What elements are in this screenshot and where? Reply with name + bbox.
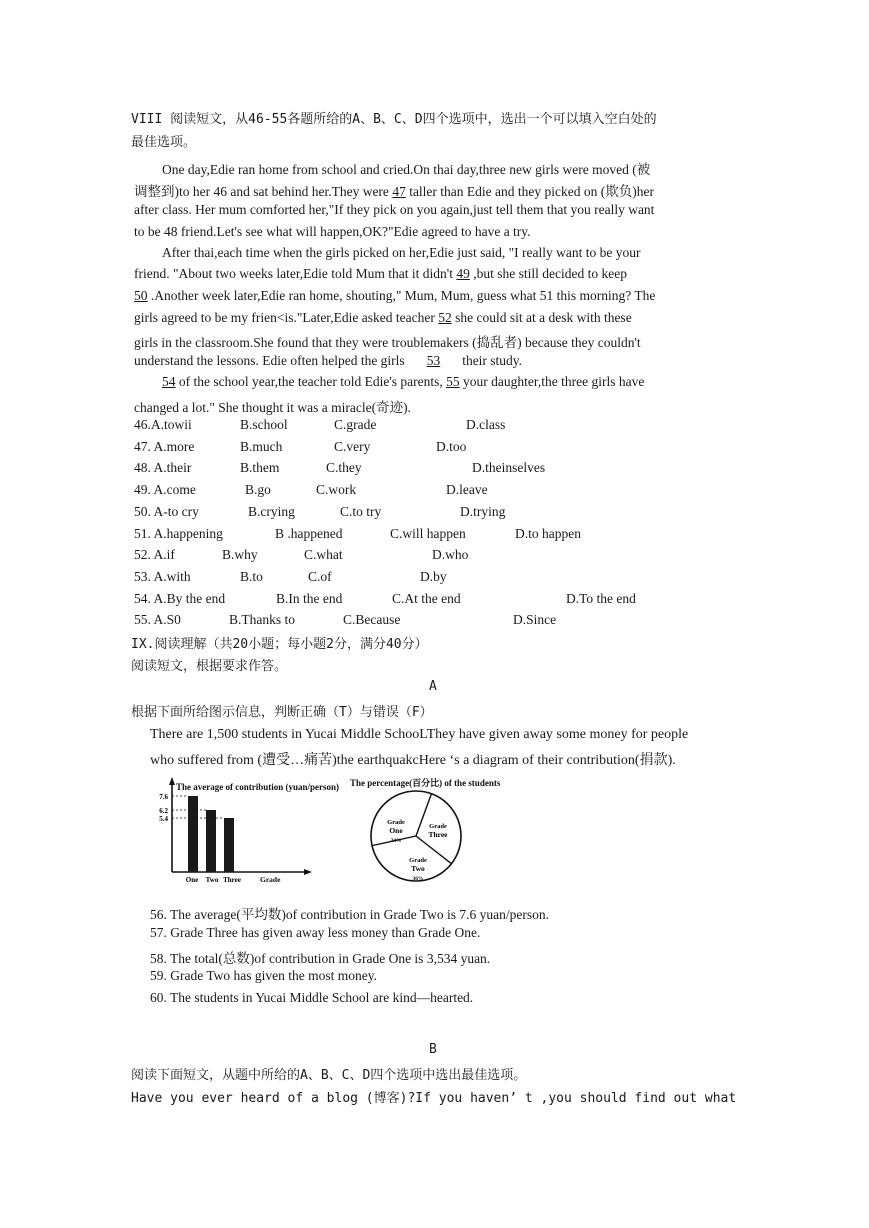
- passage-line: to be 48 friend.Let's see what will happen,OK?"Edie agreed to have a try.: [134, 224, 531, 239]
- question-option-c: C.to try: [340, 503, 382, 519]
- x-tick-label: One: [185, 876, 199, 884]
- question-option-d: D.leave: [446, 482, 488, 498]
- part-b-instruction: 阅读下面短文，从题中所给的A、B、C、D四个选项中选出最佳选项。: [131, 1068, 527, 1083]
- part-a-instruction: 根据下面所给图示信息，判断正确（T）与错误（F）: [131, 705, 433, 720]
- blank-52: 52: [438, 310, 452, 325]
- bar-one: [188, 796, 198, 872]
- pie-slice-label: Three: [428, 830, 448, 839]
- bar-two: [206, 810, 216, 872]
- x-tick-label: Three: [223, 876, 241, 884]
- question-option-b: B.Thanks to: [229, 612, 295, 628]
- question-option-b: B.them: [240, 460, 280, 476]
- bar-three: [224, 818, 234, 872]
- question-option-a: 55. A.S0: [134, 612, 181, 628]
- x-axis-arrow: [304, 869, 312, 875]
- question-option-c: C.Because: [343, 612, 401, 628]
- bar-chart-title: The average of contribution (yuan/person): [176, 782, 339, 792]
- blank-55: 55: [446, 374, 460, 389]
- question-option-a: 54. A.By the end: [134, 590, 226, 606]
- pie-slice-label: Grade: [387, 819, 405, 826]
- blank-47: 47: [392, 184, 406, 199]
- section9-heading: IX.阅读理解（共20小题；每小题2分，满分40分）: [131, 637, 428, 652]
- contribution-bar-chart: [148, 774, 344, 888]
- blank-50: 50: [134, 288, 148, 303]
- intro-line: There are 1,500 students in Yucai Middle SchooLThey have given away some money for people: [150, 727, 689, 742]
- y-tick-label: 6.2: [159, 807, 168, 815]
- question-option-c: C.work: [316, 482, 357, 498]
- question-option-d: D.too: [436, 438, 467, 454]
- question-option-d: D.class: [466, 417, 506, 432]
- pie-slice-label: Grade: [409, 857, 427, 864]
- section8-heading-line1: VIII 阅读短文，从46-55各题所给的A、B、C、D四个选项中，选出一个可以填入空白处的: [131, 112, 657, 127]
- passage-line: 54 of the school year,the teacher told Edie's parents, 55 your daughter,the three girls have: [162, 374, 645, 389]
- passage-line: 调整到)to her 46 and sat behind her.They were 47 taller than Edie and they picked on (欺负)her: [134, 184, 654, 199]
- question-option-d: D.to happen: [515, 525, 581, 541]
- blank-54: 54: [162, 374, 176, 389]
- question-option-d: D.To the end: [566, 590, 636, 606]
- pie-slice-label: Two: [411, 864, 425, 873]
- blank-49: 49: [456, 266, 470, 281]
- question-option-c: C.will happen: [390, 525, 466, 541]
- pie-slice-label: One: [389, 826, 403, 835]
- y-axis-arrow: [169, 777, 175, 785]
- statement-56: 56. The average(平均数)of contribution in Grade Two is 7.6 yuan/person.: [150, 907, 549, 922]
- statement-60: 60. The students in Yucai Middle School are kind—hearted.: [150, 990, 474, 1006]
- passage-line: changed a lot." She thought it was a miracle(奇迹).: [134, 400, 411, 415]
- question-option-a: 52. A.if: [134, 547, 175, 563]
- question-option-c: C.they: [326, 460, 362, 476]
- statement-58: 58. The total(总数)of contribution in Grade One is 3,534 yuan.: [150, 950, 491, 966]
- question-option-b: B.school: [240, 417, 288, 432]
- question-option-b: B.In the end: [276, 590, 343, 606]
- part-b-label: B: [429, 1042, 437, 1057]
- question-option-d: D.trying: [460, 503, 506, 519]
- passage-line: After thai,each time when the girls picked on her,Edie just said, "I really want to be your: [162, 245, 641, 260]
- x-tick-label: Two: [205, 876, 219, 884]
- question-option-c: C.of: [308, 568, 332, 584]
- passage-line: friend. "About two weeks later,Edie told Mum that it didn't 49 ,but she still decided to keep: [134, 266, 627, 281]
- question-option-d: D.by: [420, 568, 447, 584]
- pie-slice-value: 36%: [412, 876, 424, 882]
- question-option-b: B.go: [245, 482, 271, 498]
- question-option-c: C.At the end: [392, 590, 461, 606]
- question-option-a: 50. A-to cry: [134, 503, 199, 519]
- question-option-c: C.grade: [334, 417, 377, 432]
- part-a-label: A: [429, 679, 437, 694]
- y-tick-label: 7.6: [159, 793, 168, 801]
- question-option-d: D.Since: [513, 612, 557, 628]
- passage-line: One day,Edie ran home from school and cried.On thai day,three new girls were moved (被: [162, 162, 651, 177]
- question-option-b: B .happened: [275, 525, 343, 541]
- question-option-a: 51. A.happening: [134, 525, 223, 541]
- question-option-a: 53. A.with: [134, 568, 191, 584]
- student-percentage-pie-chart: [348, 774, 530, 888]
- pie-slice-label: Grade: [429, 823, 447, 830]
- passage-line: girls agreed to be my frien<is."Later,Edie asked teacher 52 she could sit at a desk with these: [134, 310, 632, 325]
- section9-instruction: 阅读短文，根据要求作答。: [131, 659, 288, 674]
- question-option-c: C.very: [334, 438, 371, 454]
- question-option-a: 47. A.more: [134, 438, 195, 454]
- part-b-text: Have you ever heard of a blog (博客)?If you haven’ t ,you should find out what: [131, 1091, 737, 1106]
- question-option-a: 49. A.come: [134, 482, 196, 498]
- section8-heading-line2: 最佳选项。: [131, 135, 197, 150]
- question-option-c: C.what: [304, 547, 343, 563]
- pie-chart-title: The percentage(百分比) of the students: [350, 778, 501, 788]
- passage-line: after class. Her mum comforted her,"If they pick on you again,just tell them that you really want: [134, 202, 655, 217]
- statement-57: 57. Grade Three has given away less money than Grade One.: [150, 924, 481, 940]
- y-tick-label: 5.4: [159, 815, 168, 823]
- question-option-b: B.much: [240, 438, 283, 454]
- passage-line: understand the lessons. Edie often helped the girls 53 their study.: [134, 353, 523, 368]
- question-option-b: B.why: [222, 547, 258, 563]
- intro-line: who suffered from (遭受…痛苦)the earthquakcHere ‘s a diagram of their contribution(捐款).: [150, 753, 676, 768]
- question-option-a: 46.A.towii: [134, 417, 192, 432]
- question-option-a: 48. A.their: [134, 460, 192, 476]
- statement-59: 59. Grade Two has given the most money.: [150, 968, 378, 984]
- question-option-b: B.to: [240, 568, 263, 584]
- passage-line: 50 .Another week later,Edie ran home, shouting," Mum, Mum, guess what 51 this morning? The: [134, 288, 656, 303]
- question-option-d: D.who: [432, 547, 469, 563]
- question-option-d: D.theinselves: [472, 460, 546, 476]
- pie-slice-value: 34%: [390, 838, 402, 844]
- blank-53: 53: [426, 353, 441, 368]
- question-option-b: B.crying: [248, 503, 295, 519]
- passage-line: girls in the classroom.She found that they were troublemakers (捣乱者) because they couldn't: [134, 335, 641, 350]
- x-axis-label: Grade: [260, 875, 281, 884]
